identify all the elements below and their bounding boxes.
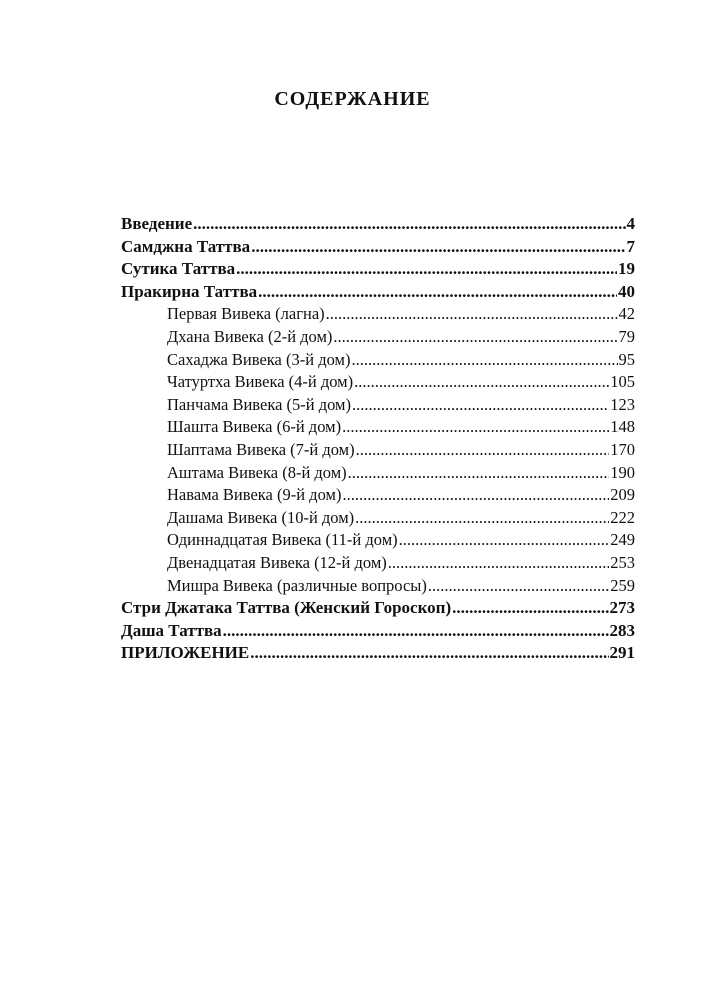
toc-entry-title: Самджна Таттва (121, 236, 251, 256)
toc-entry-title: Аштама Вивека (8-й дом) (167, 462, 347, 482)
toc-section-entry (121, 484, 635, 507)
toc-section-entry (121, 416, 635, 439)
toc-dot-leader (354, 371, 609, 394)
toc-dot-leader (258, 281, 617, 304)
toc-dot-leader (348, 462, 610, 485)
toc-section-entry (121, 529, 635, 552)
toc-chapter-entry (121, 620, 635, 643)
toc-dot-leader (388, 552, 609, 575)
table-of-contents (121, 213, 635, 665)
toc-dot-leader (352, 394, 609, 417)
toc-page-number: 123 (610, 394, 635, 414)
toc-dot-leader (342, 416, 609, 439)
toc-page-number: 40 (618, 281, 635, 301)
toc-entry-title: Одиннадцатая Вивека (11-й дом) (167, 530, 398, 550)
toc-entry-title: Даша Таттва (121, 620, 222, 640)
toc-chapter-entry (121, 236, 635, 259)
toc-chapter-entry (121, 258, 635, 281)
toc-page-number: 42 (618, 304, 635, 324)
toc-page-number: 259 (610, 575, 635, 595)
toc-section-entry (121, 462, 635, 485)
toc-page-number: 190 (610, 462, 635, 482)
toc-entry-title: Сахаджа Вивека (3-й дом) (167, 349, 351, 369)
toc-chapter-entry (121, 642, 635, 665)
toc-section-entry (121, 575, 635, 598)
toc-dot-leader (223, 620, 609, 643)
toc-section-entry (121, 303, 635, 326)
toc-section-entry (121, 439, 635, 462)
toc-entry-title: Панчама Вивека (5-й дом) (167, 394, 351, 414)
toc-entry-title: Шашта Вивека (6-й дом) (167, 417, 342, 437)
toc-page-number: 273 (609, 598, 635, 618)
toc-dot-leader (342, 484, 609, 507)
toc-entry-title: ПРИЛОЖЕНИЕ (121, 643, 250, 663)
toc-entry-title: Введение (121, 214, 193, 233)
toc-dot-leader (351, 349, 617, 372)
toc-dot-leader (355, 507, 609, 530)
toc-page-number: 209 (610, 485, 635, 505)
toc-section-entry (121, 326, 635, 349)
toc-dot-leader (452, 597, 608, 620)
toc-entry-title: Сутика Таттва (121, 259, 236, 279)
toc-page-number: 283 (609, 620, 635, 640)
toc-dot-leader (326, 303, 618, 326)
toc-entry-title: Пракирна Таттва (121, 281, 258, 301)
toc-dot-leader (193, 213, 625, 236)
toc-entry-title: Стри Джатака Таттва (Женский Гороскоп) (121, 598, 452, 618)
toc-entry-title: Дхана Вивека (2-й дом) (167, 326, 333, 346)
toc-page-number: 95 (618, 349, 635, 369)
toc-page-number: 4 (626, 214, 635, 233)
toc-entry-title: Чатуртха Вивека (4-й дом) (167, 372, 354, 392)
toc-section-entry (121, 349, 635, 372)
toc-dot-leader (333, 326, 617, 349)
toc-page-number: 105 (610, 372, 635, 392)
toc-page-number: 291 (609, 643, 635, 663)
toc-dot-leader (428, 575, 609, 598)
toc-page-number: 170 (610, 439, 635, 459)
toc-entry-title: Двенадцатая Вивека (12-й дом) (167, 552, 387, 572)
toc-dot-leader (356, 439, 610, 462)
toc-entry-title: Мишра Вивека (различные вопросы) (167, 575, 427, 595)
toc-dot-leader (236, 258, 617, 281)
toc-page-number: 253 (610, 552, 635, 572)
toc-page-number: 19 (618, 259, 635, 279)
toc-section-entry (121, 394, 635, 417)
toc-page-number: 148 (610, 417, 635, 437)
toc-dot-leader (251, 236, 625, 259)
toc-section-entry (121, 371, 635, 394)
toc-section-entry (121, 507, 635, 530)
toc-dot-leader (399, 529, 610, 552)
toc-entry-title: Шаптама Вивека (7-й дом) (167, 439, 355, 459)
page-title: СОДЕРЖАНИЕ (274, 88, 431, 110)
toc-chapter-entry (121, 281, 635, 304)
toc-page-number: 249 (610, 530, 635, 550)
toc-entry-title: Первая Вивека (лагна) (167, 304, 325, 324)
toc-section-entry (121, 552, 635, 575)
toc-page-number: 7 (626, 236, 635, 256)
toc-entry-title: Дашама Вивека (10-й дом) (167, 507, 355, 527)
toc-dot-leader (250, 642, 608, 665)
toc-chapter-entry (121, 597, 635, 620)
toc-chapter-entry (121, 213, 635, 236)
toc-entry-title: Навама Вивека (9-й дом) (167, 485, 342, 505)
toc-page-number: 79 (618, 326, 635, 346)
toc-page-number: 222 (610, 507, 635, 527)
